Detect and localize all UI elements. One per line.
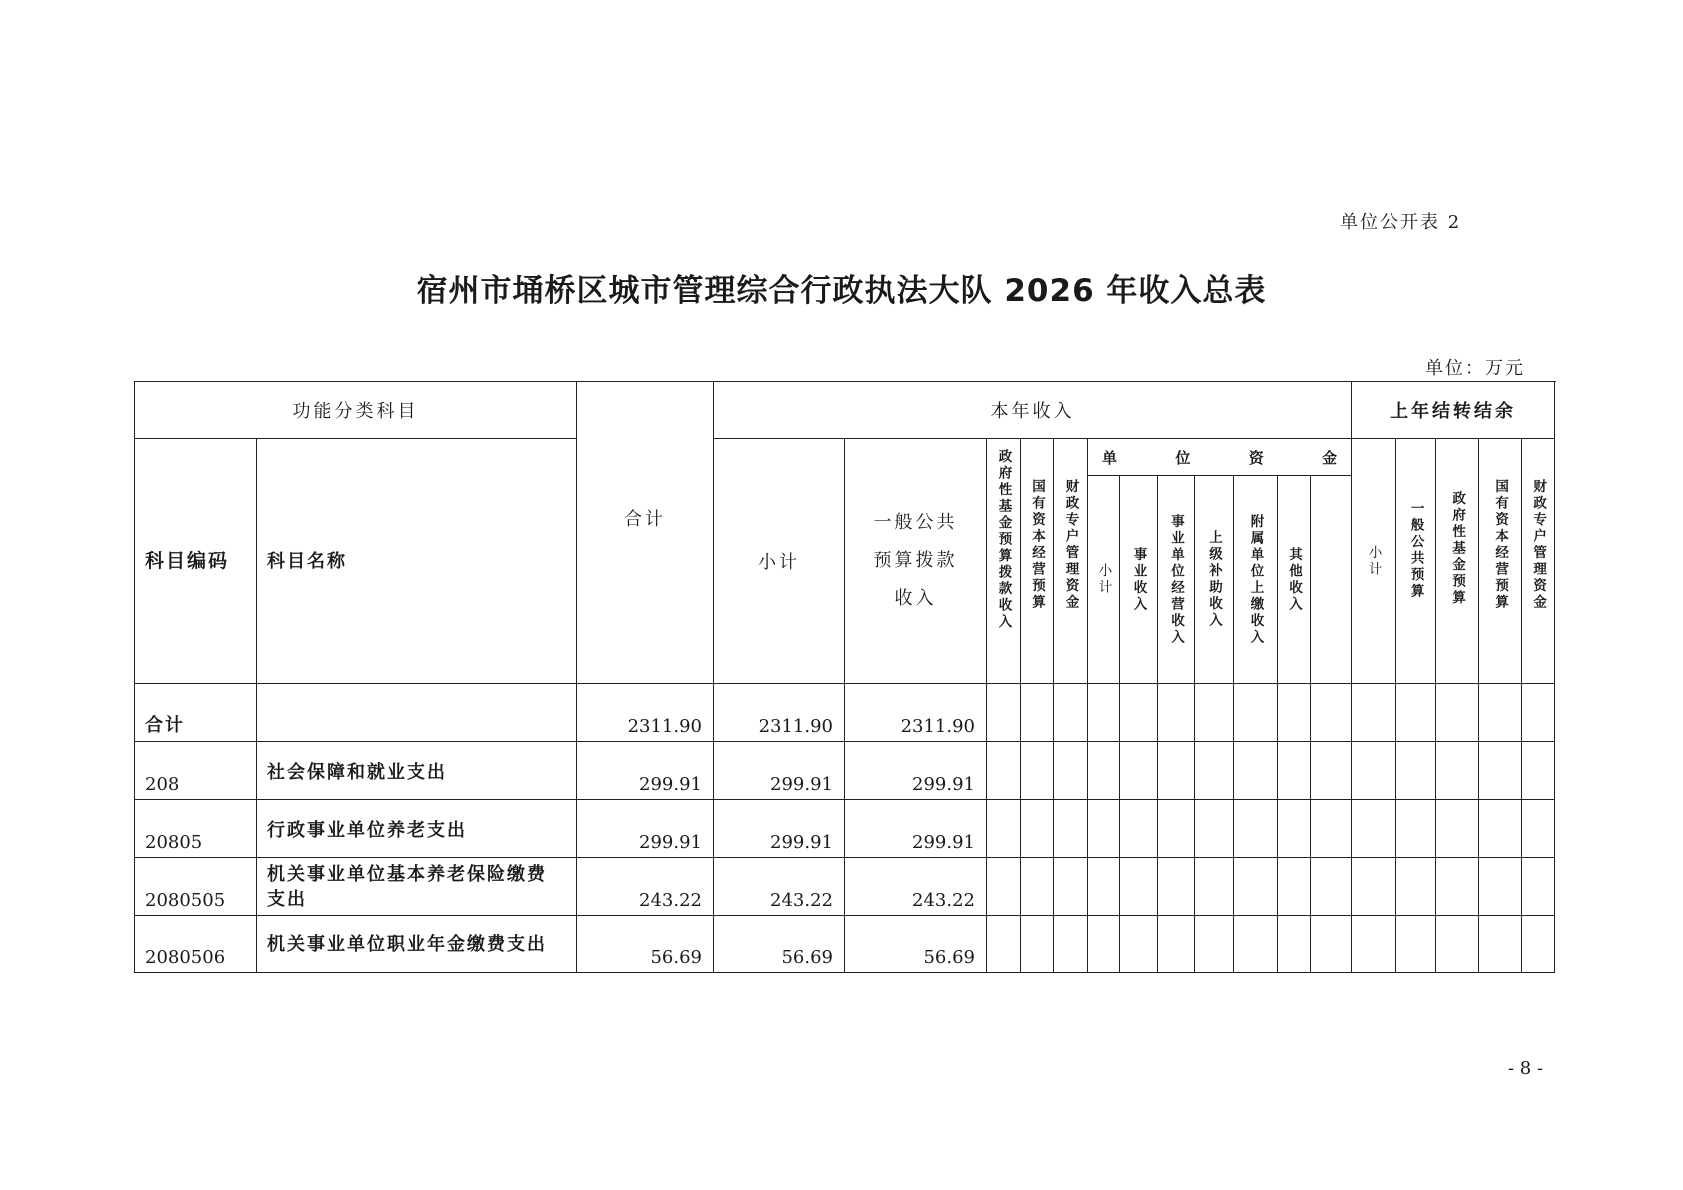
prev-gov-fund-header: 政府性基金预算 [1449,491,1466,607]
row-code: 2080506 [135,916,257,973]
business-unit-income-header: 事业单位经营收入 [1168,513,1184,646]
row-total: 299.91 [577,742,714,800]
unit-funds-char-4: 金 [1322,448,1338,467]
row-name [257,684,577,742]
unit-funds-char-1: 单 [1102,448,1118,467]
row-total: 299.91 [577,800,714,858]
prev-subtotal-header: 小计 [1365,544,1382,578]
table-row [135,800,1555,858]
business-income-header: 事业收入 [1130,546,1147,613]
row-name: 社会保障和就业支出 [257,742,577,800]
table-id-label: 单位公开表 2 [1340,212,1462,233]
code-header: 科目编码 [135,439,257,684]
other-income-header: 其他收入 [1286,546,1302,613]
row-general: 243.22 [845,858,987,916]
affiliated-income-header: 附属单位上缴收入 [1247,513,1264,646]
superior-subsidy-header: 上级补助收入 [1206,530,1222,629]
row-code: 208 [135,742,257,800]
income-summary-table [134,381,1555,973]
row-subtotal: 243.22 [714,858,845,916]
fiscal-special-header: 财政专户管理资金 [1062,479,1079,611]
general-budget-header: 一般公共预算拨款收入 [845,439,987,684]
unit-funds-header [1088,439,1352,476]
row-name: 机关事业单位职业年金缴费支出 [257,916,577,973]
row-code: 2080505 [135,858,257,916]
row-code: 20805 [135,800,257,858]
unit-label: 单位：万元 [1425,358,1525,379]
current-year-income-header: 本年收入 [714,382,1352,439]
row-general: 56.69 [845,916,987,973]
name-header: 科目名称 [257,439,577,684]
func-class-header: 功能分类科目 [135,382,577,439]
row-subtotal: 56.69 [714,916,845,973]
row-general: 299.91 [845,742,987,800]
row-general: 299.91 [845,800,987,858]
row-name: 行政事业单位养老支出 [257,800,577,858]
total-header: 合计 [577,382,714,684]
prev-general-header: 一般公共预算 [1407,501,1424,600]
unit-subtotal-header: 小计 [1095,563,1112,596]
gov-fund-header: 政府性基金预算拨款收入 [995,449,1012,631]
row-subtotal: 2311.90 [714,684,845,742]
prev-balance-header: 上年结转结余 [1352,382,1555,439]
row-total: 56.69 [577,916,714,973]
subtotal-header: 小计 [714,439,845,684]
table-row [135,684,1555,742]
prev-fiscal-special-header: 财政专户管理资金 [1530,479,1547,611]
row-name: 机关事业单位基本养老保险缴费支出 [257,858,577,916]
table-row [135,916,1555,973]
prev-state-capital-header: 国有资本经营预算 [1492,479,1509,611]
table-row [135,858,1555,916]
unit-funds-char-3: 资 [1248,448,1264,467]
state-capital-header: 国有资本经营预算 [1029,479,1045,611]
row-subtotal: 299.91 [714,742,845,800]
page-number: - 8 - [1508,1058,1544,1079]
row-subtotal: 299.91 [714,800,845,858]
table-row [135,742,1555,800]
row-general: 2311.90 [845,684,987,742]
row-total: 2311.90 [577,684,714,742]
page-title: 宿州市埇桥区城市管理综合行政执法大队 2026 年收入总表 [416,273,1267,309]
row-code: 合计 [135,684,257,742]
row-total: 243.22 [577,858,714,916]
unit-funds-char-2: 位 [1175,448,1191,467]
